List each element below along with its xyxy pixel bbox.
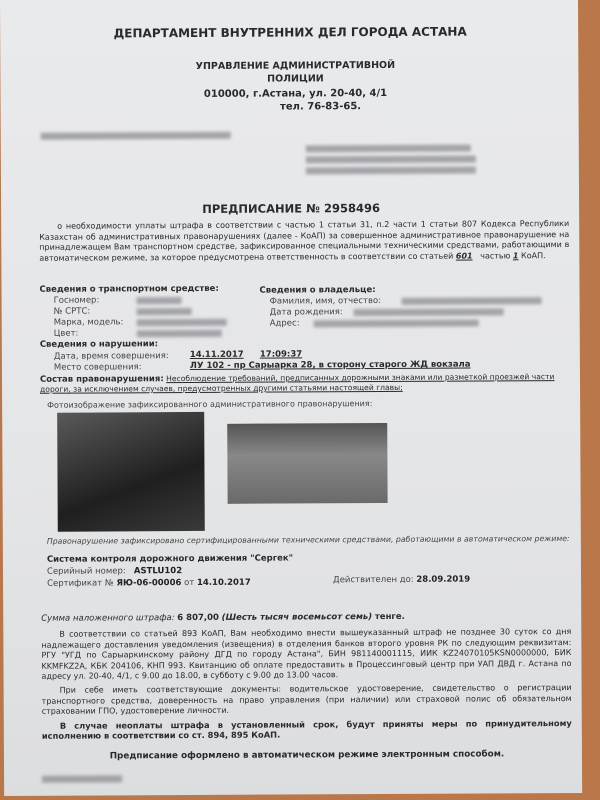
cert-number: ЯЮ-06-00006 bbox=[116, 578, 182, 589]
redacted-name bbox=[402, 297, 542, 305]
redacted-model bbox=[137, 319, 227, 326]
redacted-dob bbox=[354, 308, 504, 316]
plate-label: Госномер: bbox=[53, 295, 100, 306]
dob-label: Дата рождения: bbox=[269, 307, 343, 318]
article-number: 601 bbox=[455, 251, 473, 261]
cert-date: 14.10.2017 bbox=[196, 577, 251, 588]
violation-time: 17:09:37 bbox=[259, 349, 303, 360]
cert-label: Сертификат № bbox=[47, 578, 114, 589]
payment-paragraph: В соответствии со статьей 893 КоАП, Вам необходимо внести вышеуказанный штраф не позднее 30 суток со дня надлежащего доставления уведомления (извещения) в отделения банков второго уровня РК по следующим реквизитам: РГУ "УГД по Сарыаркинскому району ДГД по городу Астана", БИН 981140001115, ИИК KZ24070105KSN0000000, БИК KKMFKZ2A, КБК 204106, КНП 993. Квитанцию об оплате предоставить в Процессинговый центр при УАП ДВД г. Астана по адресу ул. 20-40, 4/1, с 9.00 до 18.00, в субботу с 9.00 до 13.00 часов. bbox=[41, 627, 572, 682]
composition bbox=[40, 372, 560, 395]
department-heading: ДЕПАРТАМЕНТ ВНУТРЕННИХ ДЕЛ ГОРОДА АСТАНА bbox=[113, 24, 467, 41]
composition-text: Несоблюдение требований, предписанных дорожными знаками или разметкой проезжей части дороги, за исключением случаев, предусмотренных другими статьями настоящей главы; bbox=[40, 372, 555, 394]
intro-end: КоАП. bbox=[521, 250, 546, 261]
footer-note: Предписание оформлено в автоматическом режиме электронным способом. bbox=[109, 749, 505, 762]
intro-paragraph bbox=[39, 219, 569, 264]
vehicle-heading: Сведения о транспортном средстве: bbox=[39, 283, 219, 295]
srts-label: № СРТС: bbox=[53, 306, 91, 317]
cert-from: от bbox=[184, 577, 195, 589]
redacted-ref bbox=[41, 132, 231, 140]
address-label: Адрес: bbox=[269, 318, 300, 329]
redacted-srts bbox=[137, 308, 192, 315]
documents-paragraph: При себе иметь соответствующие документы: водительское удостоверение, свидетельство о регистрации транспортного средства, доверенность на право управления (при наличии) или страховой полис об обязательном страховании ГПО, удостоверение личности. bbox=[41, 682, 572, 716]
violation-heading: Сведения о нарушении: bbox=[39, 339, 159, 350]
redacted-address bbox=[314, 319, 479, 327]
datetime-label: Дата, время совершения: bbox=[53, 351, 169, 362]
fine-row bbox=[41, 611, 571, 624]
part-number: 1 bbox=[512, 251, 519, 261]
place-label: Место совершения: bbox=[53, 362, 142, 373]
redacted-recipient bbox=[306, 167, 476, 175]
serial-row bbox=[47, 566, 182, 577]
violation-place: ЛУ 102 - пр Сарыарка 28, в сторону старого ЖД вокзала bbox=[189, 359, 471, 372]
owner-name-label: Фамилия, имя, отчество: bbox=[269, 296, 382, 307]
redacted-footer bbox=[42, 775, 122, 782]
office-phone: тел. 76-83-65. bbox=[280, 101, 362, 113]
fine-amount: 6 807,00 bbox=[177, 612, 219, 624]
device-note: Правонарушение зафиксировано сертифицированными техническими средствами, работающими в автоматическом режиме: bbox=[46, 534, 570, 546]
photo-caption: Фотоизображение зафиксированного административного правонарушения: bbox=[47, 399, 373, 410]
serial-label: Серийный номер: bbox=[46, 566, 126, 577]
payment-section bbox=[41, 611, 572, 786]
part-label: частью bbox=[480, 251, 511, 261]
fine-label: Сумма наложенного штрафа: bbox=[41, 613, 175, 624]
system-name: Система контроля дорожного движения "Сергек" bbox=[46, 553, 294, 565]
fine-words: (Шесть тысяч восемьсот семь) bbox=[221, 612, 373, 623]
certificate-row bbox=[47, 578, 251, 589]
owner-heading: Сведения о владельце: bbox=[259, 285, 376, 296]
redacted-color bbox=[137, 330, 222, 337]
violation-date: 14.11.2017 bbox=[189, 349, 244, 361]
model-label: Марка, модель: bbox=[53, 317, 124, 328]
warning-paragraph: В случае неоплаты штрафа в установленный срок, будут приняты меры по принудительному исполнению в соответствии со ст. 894, 895 КоАП. bbox=[41, 717, 572, 742]
color-label: Цвет: bbox=[53, 328, 79, 339]
fine-currency: тенге. bbox=[374, 611, 405, 623]
office-line1: УПРАВЛЕНИЕ АДМИНИСТРАТИВНОЙ bbox=[195, 59, 396, 72]
street-photo bbox=[227, 423, 387, 504]
serial-number: ASTLU102 bbox=[133, 566, 183, 577]
redacted-plate bbox=[137, 297, 182, 304]
vehicle-photo bbox=[57, 412, 205, 532]
document-title: ПРЕДПИСАНИЕ № 2958496 bbox=[202, 201, 380, 216]
redacted-recipient bbox=[306, 156, 476, 164]
valid-date: 28.09.2019 bbox=[416, 574, 471, 585]
redacted-recipient bbox=[306, 145, 471, 153]
office-address: 010000, г.Астана, ул. 20-40, 4/1 bbox=[203, 87, 388, 100]
intro-text: о необходимости уплаты штрафа в соответствии с частью 1 статьи 31, п.2 части 1 статьи 807 Кодекса Республики Казахстан об административных правонарушениях (далее - КоАП) за совершенное административное правонарушение на принадлежащем Вам транспортном средстве, зафиксированное специальными техническими средствами, работающими в автоматическом режиме, за которое предусмотрена ответственность в соответствии со статьей bbox=[39, 219, 570, 263]
valid-label: Действителен до: bbox=[333, 574, 414, 586]
composition-label: Состав правонарушения: bbox=[39, 374, 164, 385]
office-line2: ПОЛИЦИИ bbox=[267, 73, 324, 85]
valid-row bbox=[333, 575, 470, 586]
